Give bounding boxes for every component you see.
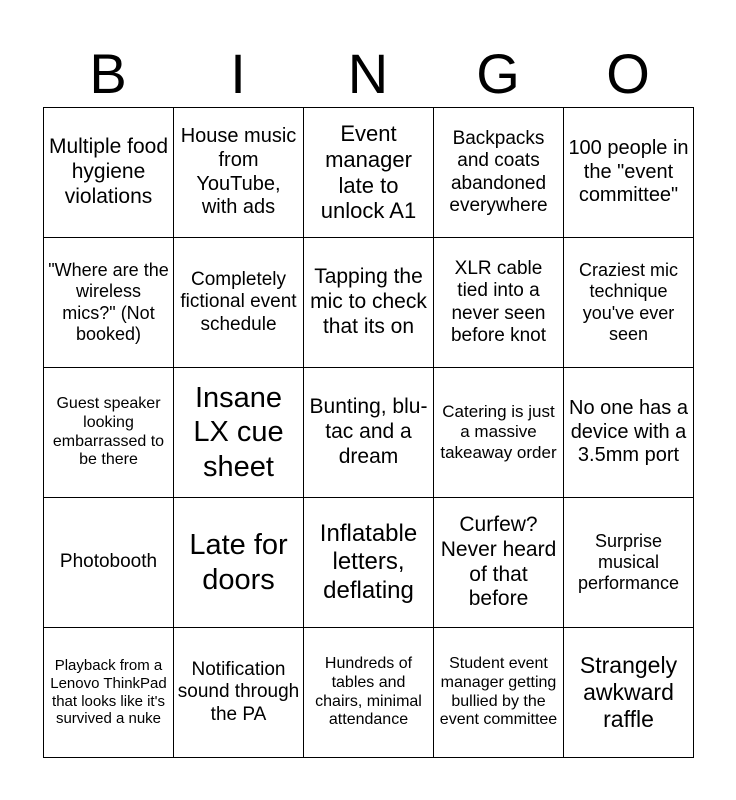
bingo-board <box>43 107 694 758</box>
bingo-cell[interactable]: Craziest mic technique you've ever seen <box>564 238 694 368</box>
bingo-cell[interactable]: Multiple food hygiene violations <box>44 108 174 238</box>
bingo-cell[interactable]: Inflatable letters, deflating <box>304 498 434 628</box>
bingo-cell[interactable]: Insane LX cue sheet <box>174 368 304 498</box>
bingo-cell[interactable]: Surprise musical performance <box>564 498 694 628</box>
header-letter-o: O <box>606 42 650 105</box>
bingo-cell[interactable]: Hundreds of tables and chairs, minimal attendance <box>304 628 434 758</box>
bingo-cell[interactable]: 100 people in the "event committee" <box>564 108 694 238</box>
bingo-cell[interactable]: "Where are the wireless mics?" (Not booked) <box>44 238 174 368</box>
bingo-cell[interactable]: No one has a device with a 3.5mm port <box>564 368 694 498</box>
header-letter-b: B <box>89 42 127 105</box>
board-row <box>44 108 694 238</box>
bingo-cell[interactable]: Photobooth <box>44 498 174 628</box>
bingo-cell[interactable]: Strangely awkward raffle <box>564 628 694 758</box>
bingo-cell[interactable]: House music from YouTube, with ads <box>174 108 304 238</box>
bingo-cell[interactable]: Catering is just a massive takeaway order <box>434 368 564 498</box>
bingo-cell[interactable]: Backpacks and coats abandoned everywhere <box>434 108 564 238</box>
bingo-cell[interactable]: Playback from a Lenovo ThinkPad that looks like it's survived a nuke <box>44 628 174 758</box>
bingo-cell[interactable]: XLR cable tied into a never seen before knot <box>434 238 564 368</box>
board-row <box>44 368 694 498</box>
bingo-cell[interactable]: Notification sound through the PA <box>174 628 304 758</box>
header-letter-n: N <box>347 42 389 105</box>
bingo-cell[interactable]: Event manager late to unlock A1 <box>304 108 434 238</box>
bingo-cell[interactable]: Student event manager getting bullied by the event committee <box>434 628 564 758</box>
bingo-cell[interactable]: Bunting, blu-tac and a dream <box>304 368 434 498</box>
bingo-cell[interactable]: Curfew? Never heard of that before <box>434 498 564 628</box>
bingo-cell[interactable]: Completely fictional event schedule <box>174 238 304 368</box>
bingo-cell[interactable]: Guest speaker looking embarrassed to be there <box>44 368 174 498</box>
board-row <box>44 498 694 628</box>
bingo-cell[interactable]: Late for doors <box>174 498 304 628</box>
bingo-header <box>43 40 693 108</box>
bingo-cell[interactable]: Tapping the mic to check that its on <box>304 238 434 368</box>
board-row <box>44 628 694 758</box>
board-row <box>44 238 694 368</box>
header-letter-i: I <box>230 42 246 105</box>
header-letter-g: G <box>476 42 520 105</box>
